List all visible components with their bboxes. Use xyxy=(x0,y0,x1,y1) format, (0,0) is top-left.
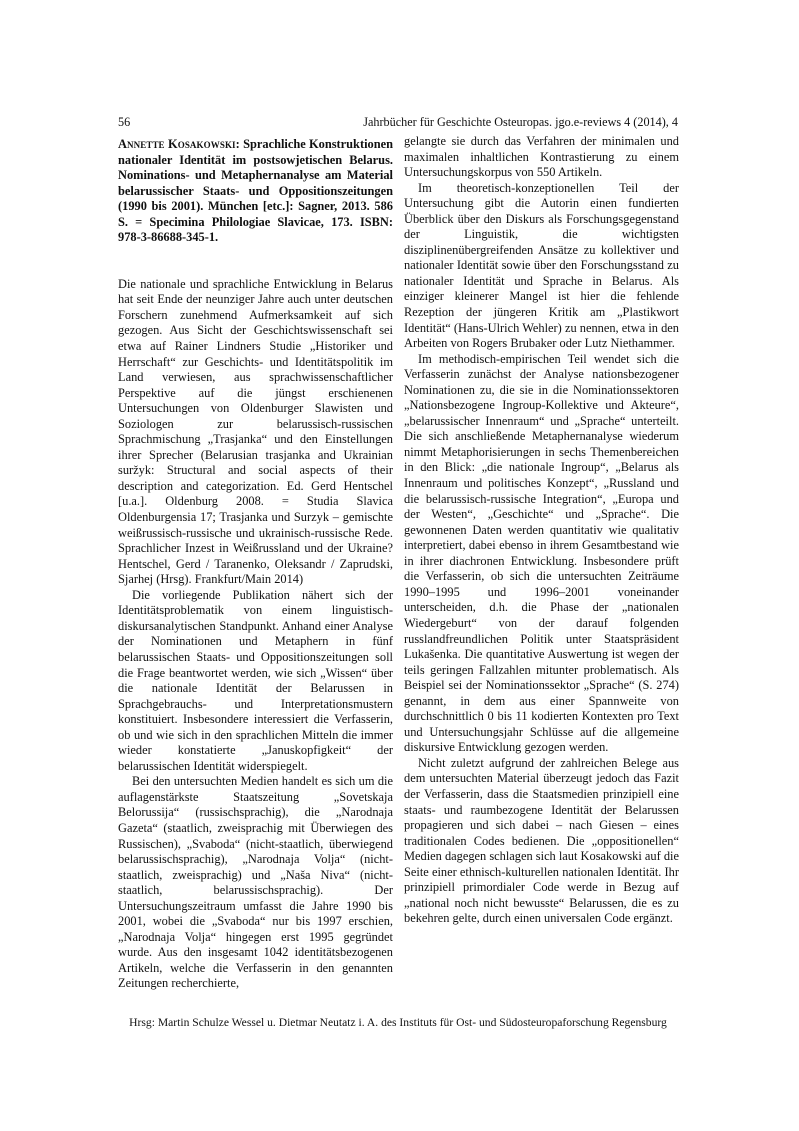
right-paragraph-2: Im theoretisch-konzeptionellen Teil der Untersuchung gibt die Autorin einen fundierten Überblick über den Diskurs als Forschungsgegenstand der Linguistik, die wichtigsten disziplinenübergreifenden Ansätze zu kollektiver und nationaler Identität sowie über den Forschungsstand zu nationaler Identität und Sprache in Belarus. Als einziger kleinerer Mangel ist hier die fehlende Rezeption der jüngeren Kritik am „Plastikwort Identität“ (Hans-Ulrich Wehler) zu nennen, etwa in den Arbeiten von Rogers Brubaker oder Lutz Niethammer. xyxy=(404,180,679,351)
page-number: 56 xyxy=(118,115,131,129)
left-paragraph-3: Bei den untersuchten Medien handelt es sich um die auflagenstärkste Staatszeitung „Sovetskaja Belorussija“ (russischsprachig), die „Narodnaja Gazeta“ (staatlich, zweisprachig mit Überwiegen des Russischen), „Svaboda“ (nicht-staatlich, überwiegend belarussischsprachig), „Narodnaja Volja“ (nicht-staatlich, zweisprachig) und „Naša Niva“ (nicht-staatlich, belarussischsprachig). Der Untersuchungszeitraum umfasst die Jahre 1990 bis 2001, wobei die „Svaboda“ nur bis 1997 erschien, „Narodnaja Volja“ hingegen erst 1995 gegründet wurde. Aus den insgesamt 1042 identitätsbezogenen Artikeln, welche die Verfasserin in den genannten Zeitungen recherchierte, xyxy=(118,774,393,991)
left-paragraph-2: Die vorliegende Publikation nähert sich der Identitätsproblematik von einem linguistisch-diskursanalytischen Standpunkt. Anhand einer Analyse der Nominationen und Metaphern in fünf belarussischen Staats- und Oppositionszeitungen soll die Frage beantwortet werden, wie sich „Wissen“ über die nationale Identität der Belarussen in Sprachgebrauchs- und Interpretationsmustern konstituiert. Insbesondere interessiert die Verfasserin, ob und wie sich in den sprachlichen Mitteln die immer wieder konstatierte „Januskopfigkeit“ der belarussischen Identität widerspiegelt. xyxy=(118,587,393,773)
page-footer: Hrsg: Martin Schulze Wessel u. Dietmar Neutatz i. A. des Instituts für Ost- und Südosteuropaforschung Regensburg xyxy=(129,1016,667,1029)
right-paragraph-4: Nicht zuletzt aufgrund der zahlreichen Belege aus dem untersuchten Material überzeugt jedoch das Fazit der Verfasserin, dass die Staatsmedien prinzipiell eine staats- und raumbezogene Identität der Belarussen propagieren und sich dabei – nach Giesen – eines traditionalen Codes bedienen. Die „oppositionellen“ Medien dagegen schlagen sich laut Kosakowski auf die Seite einer ethnisch-kulturellen nationalen Identität. Ihr prinzipiell primordialer Code werde in Bezug auf „national noch nicht bewusste“ Belarussen, die es zu bekehren gelte, durch einen universalen Code ergänzt. xyxy=(404,755,679,926)
review-citation: Sprachliche Konstruktionen nationaler Identität im postsowjetischen Belarus. Nominations- und Metaphernanalyse am Material belarussischer Staats- und Oppositionszeitungen (1990 bis 2001). München [etc.]: Sagner, 2013. 586 S. = Specimina Philologiae Slavicae, 173. ISBN: 978-3-86688-345-1. xyxy=(118,137,393,245)
left-column xyxy=(118,137,393,992)
right-paragraph-1: gelangte sie durch das Verfahren der minimalen und maximalen inhaltlichen Kontrastierung zu einem Untersuchungskorpus von 550 Artikeln. xyxy=(404,134,679,180)
review-heading xyxy=(118,137,393,246)
right-column xyxy=(404,134,679,927)
right-paragraph-3: Im methodisch-empirischen Teil wendet sich die Verfasserin zunächst der Analyse nationsbezogener Nominationen zu, die sie in die Nominationssektoren „Nationsbezogene Ingroup-Kollektive und Akteure“, „belarussischer Innenraum“ und „Sprache“ unterteilt. Die sich anschließende Metaphernanalyse wiederum nimmt Metaphorisierungen in sechs Themenbereichen in den Blick: „die nationale Ingroup“, „Belarus als Innenraum und politisches Konzept“, „Russland und die belarussisch-russische Integration“, „Europa und der Westen“, „Geschichte“ und „Sprache“. Die gewonnenen Daten werden quantitativ wie qualitativ interpretiert, dabei ebenso in ihrem Gesamtbestand wie in ihrer diachronen Entwicklung. Insbesondere prüft die Verfasserin, ob sich die untersuchten Zeiträume 1990–1995 und 1996–2001 voneinander unterscheiden, d.h. die Phase der „nationalen Wiedergeburt“ von der darauf folgenden russlandfreundlichen Politik unter Staatspräsident Lukašenka. Die quantitative Auswertung ist wegen der teils geringen Fallzahlen mitunter problematisch. Als Beispiel sei der Nominationssektor „Sprache“ (S. 274) genannt, in dem aus einer Spannweite von durchschnittlich 0 bis 11 kodierten Kontexten pro Text und Untersuchungsjahr Schlüsse auf die allgemeine diskursive Entwicklung gezogen werden. xyxy=(404,351,679,755)
heading-spacer xyxy=(118,246,393,277)
journal-title: Jahrbücher für Geschichte Osteuropas. jgo.e-reviews 4 (2014), 4 xyxy=(363,115,678,129)
review-author: Annette Kosakowski: xyxy=(118,137,240,151)
left-paragraph-1: Die nationale und sprachliche Entwicklung in Belarus hat seit Ende der neunziger Jahre auch unter deutschen Forschern zunehmend Aufmerksamkeit auf sich gezogen. Aus Sicht der Geschichtswissenschaft sei etwa auf Rainer Lindners Studie „Historiker und Herrschaft“ zur Geschichts- und Identitätspolitik im Land verwiesen, aus sprachwissenschaftlicher Perspektive auf die jüngst erschienenen Untersuchungen von Oldenburger Slawisten und Soziologen zur belarussisch-russischen Sprachmischung „Trasjanka“ und den Einstellungen ihrer Sprecher (Belarusian trasjanka and Ukrainian suržyk: Structural and social aspects of their description and categorization. Ed. Gerd Hentschel [u.a.]. Oldenburg 2008. = Studia Slavica Oldenburgensia 17; Trasjanka und Surzyk – gemischte weißrussisch-russische und ukrainisch-russische Rede. Sprachlicher Inzest in Weißrussland und der Ukraine? Hentschel, Gerd / Taranenko, Oleksandr / Zaprudski, Sjarhej (Hrsg). Frankfurt/Main 2014) xyxy=(118,276,393,587)
running-head xyxy=(118,114,678,130)
